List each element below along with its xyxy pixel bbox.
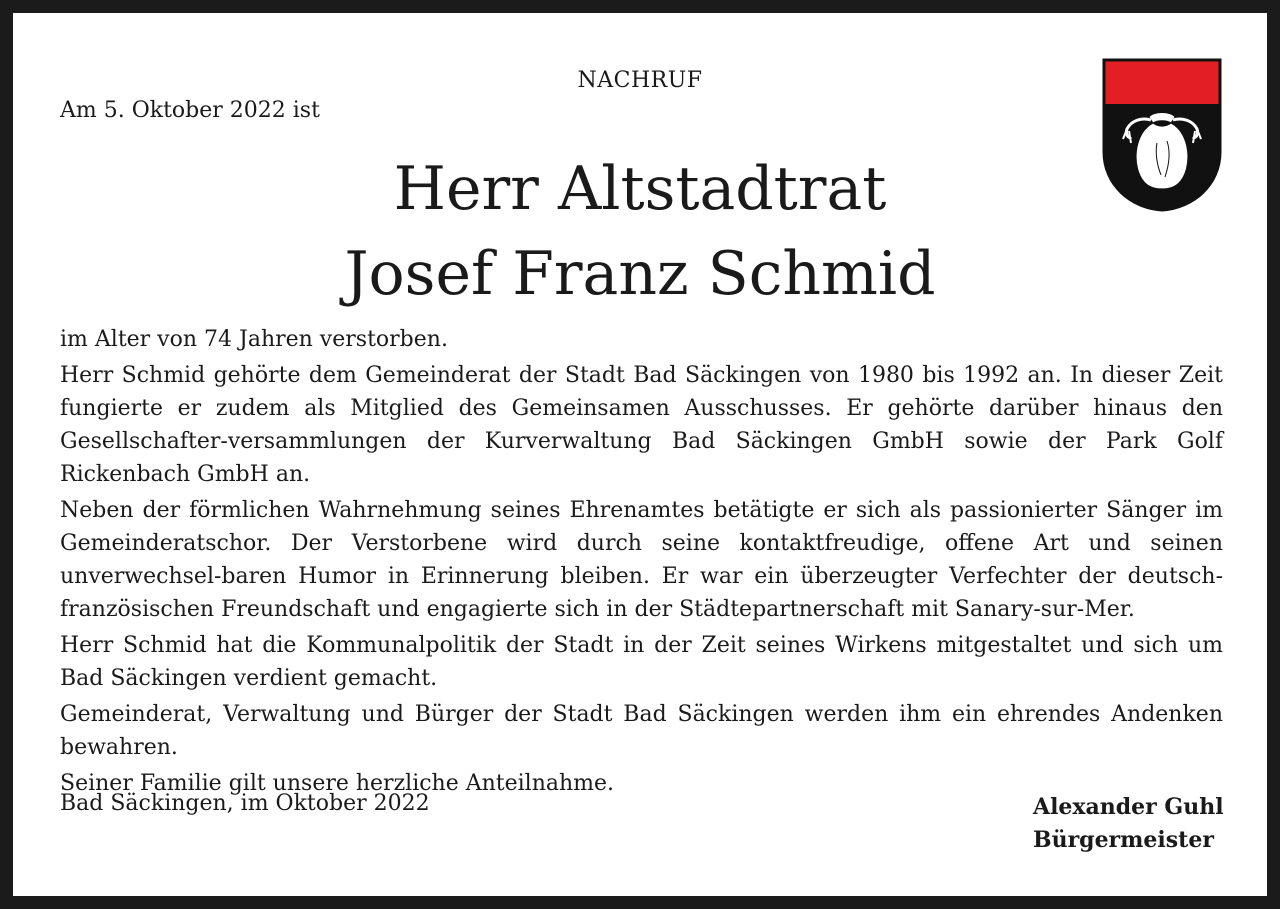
deceased-name (13, 147, 1267, 317)
body-paragraph: Herr Schmid hat die Kommunalpolitik der Stadt in der Zeit seines Wirkens mitgestaltet und sich um Bad Säckingen verdient gemacht. (60, 633, 1223, 691)
name-title-line: Herr Altstadtrat (393, 154, 887, 224)
notice-body (60, 323, 1223, 803)
signer-title: Bürgermeister (1033, 827, 1214, 853)
signer-name: Alexander Guhl (1033, 794, 1224, 820)
body-paragraph: Herr Schmid gehörte dem Gemeinderat der Stadt Bad Säckingen von 1980 bis 1992 an. In dieser Zeit fungierte er zudem als Mitglied des Gemeinsamen Ausschusses. Er gehörte darüber hinaus den Gesellschafter-versammlungen der Kurverwaltung Bad Säckingen GmbH sowie der Park Golf Rickenbach GmbH an. (60, 363, 1223, 487)
place-date: Bad Säckingen, im Oktober 2022 (60, 791, 430, 816)
body-paragraph: Gemeinderat, Verwaltung und Bürger der Stadt Bad Säckingen werden ihm ein ehrendes Andenken bewahren. (60, 702, 1223, 760)
signature-block (1033, 791, 1224, 857)
body-paragraph: Seiner Familie gilt unsere herzliche Anteilnahme. (60, 771, 615, 796)
intro-text: Am 5. Oktober 2022 ist (60, 98, 320, 123)
body-paragraph: im Alter von 74 Jahren verstorben. (60, 327, 448, 352)
obituary-notice (13, 13, 1267, 896)
body-paragraph: Neben der förmlichen Wahrnehmung seines Ehrenamtes betätigte er sich als passionierter Sänger im Gemeinderatschor. Der Verstorbene wird durch seine kontaktfreudige, offene Art und seinen unverwechsel-baren Humor in Erinnerung bleiben. Er war ein überzeugter Verfechter der deutsch-französischen Freundschaft und engagierte sich in der Städtepartnerschaft mit Sanary-sur-Mer. (60, 498, 1223, 622)
name-full-line: Josef Franz Schmid (344, 239, 936, 309)
notice-heading: NACHRUF (577, 68, 703, 93)
